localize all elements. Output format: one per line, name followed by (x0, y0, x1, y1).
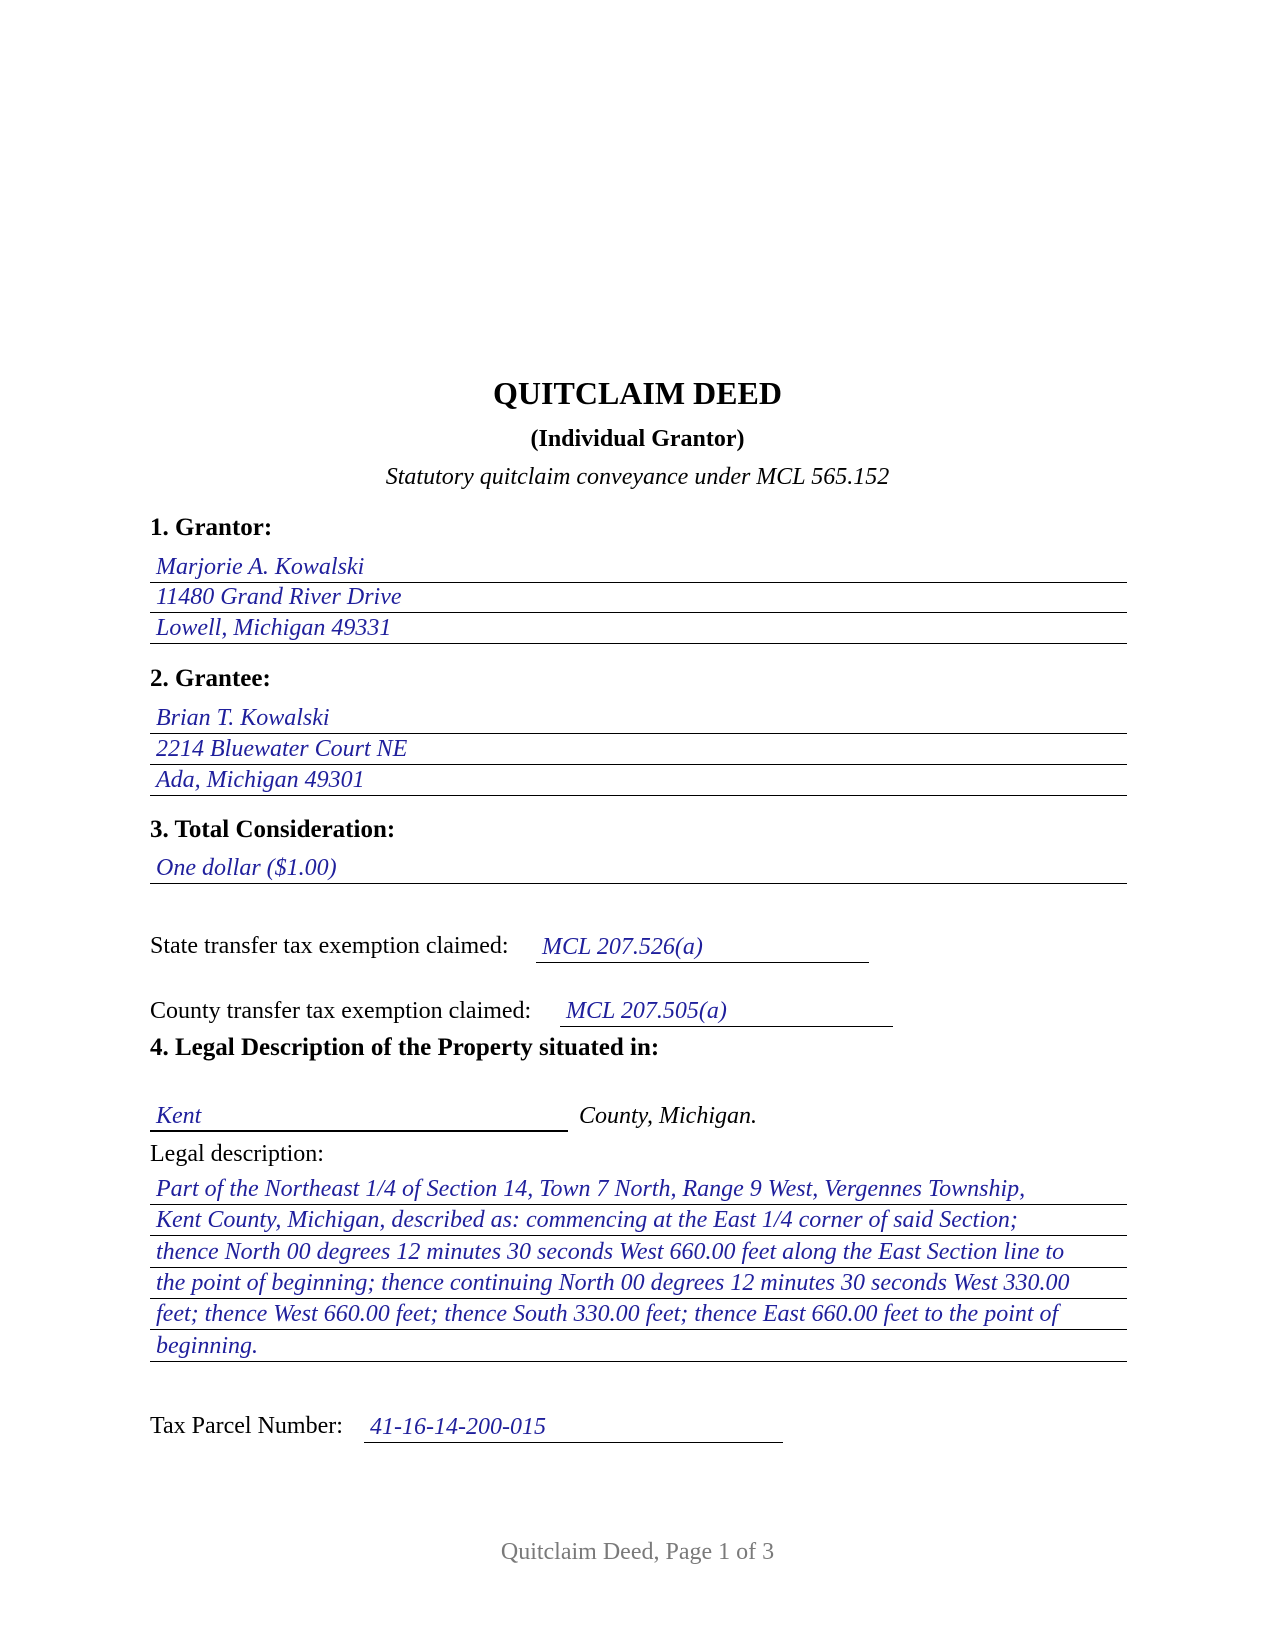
legal-line-2-text: Kent County, Michigan, described as: commencing at the East 1/4 corner of said Section; (156, 1207, 1018, 1233)
legal-line-6-text: beginning. (156, 1333, 258, 1359)
legal-line-4-text: the point of beginning; thence continuing North 00 degrees 12 minutes 30 seconds West 330.00 (156, 1270, 1070, 1296)
legal-line-3-text: thence North 00 degrees 12 minutes 30 seconds West 660.00 feet along the East Section line to (156, 1239, 1065, 1265)
grantor-city-field[interactable] (150, 614, 1127, 644)
grantee-heading: 2. Grantee: (150, 665, 271, 692)
county-exemption-label: County transfer tax exemption claimed: (150, 998, 532, 1024)
consideration-heading: 3. Total Consideration: (150, 816, 396, 843)
document-title: QUITCLAIM DEED (493, 375, 782, 411)
legal-line-1-text: Part of the Northeast 1/4 of Section 14, Town 7 North, Range 9 West, Vergennes Township, (156, 1176, 1026, 1202)
grantee-name-value: Brian T. Kowalski (156, 705, 330, 731)
grantor-city-value: Lowell, Michigan 49331 (156, 615, 392, 641)
grantor-street-value: 11480 Grand River Drive (156, 584, 402, 610)
statute-reference: Statutory quitclaim conveyance under MCL 565.152 (385, 464, 890, 490)
state-exemption-label: State transfer tax exemption claimed: (150, 933, 509, 959)
legal-line-1[interactable] (150, 1175, 1127, 1205)
county-exemption-value: MCL 207.505(a) (566, 998, 727, 1024)
grantee-street-value: 2214 Bluewater Court NE (156, 736, 408, 762)
grantee-city-value: Ada, Michigan 49301 (156, 767, 365, 793)
document-subtitle: (Individual Grantor) (530, 426, 745, 452)
legal-line-5-text: feet; thence West 660.00 feet; thence South 330.00 feet; thence East 660.00 feet to the point of (156, 1301, 1059, 1327)
grantor-street-field[interactable] (150, 583, 1127, 613)
grantor-name-field[interactable] (150, 553, 1127, 583)
legal-description-label: Legal description: (150, 1141, 324, 1167)
tax-parcel-field[interactable] (364, 1413, 783, 1443)
legal-line-4[interactable] (150, 1269, 1127, 1299)
tax-parcel-value: 41-16-14-200-015 (370, 1414, 546, 1440)
consideration-field[interactable] (150, 854, 1127, 884)
page-footer: Quitclaim Deed, Page 1 of 3 (500, 1539, 775, 1565)
grantee-name-field[interactable] (150, 704, 1127, 734)
legal-line-2[interactable] (150, 1206, 1127, 1236)
county-exemption-field[interactable] (560, 997, 893, 1027)
legal-line-5[interactable] (150, 1300, 1127, 1330)
consideration-value: One dollar ($1.00) (156, 855, 337, 881)
county-suffix: County, Michigan. (579, 1103, 757, 1129)
state-exemption-field[interactable] (536, 933, 869, 963)
legal-description-heading: 4. Legal Description of the Property situated in: (150, 1034, 660, 1061)
grantee-city-field[interactable] (150, 766, 1127, 796)
tax-parcel-label: Tax Parcel Number: (150, 1413, 343, 1439)
county-value: Kent (156, 1103, 202, 1129)
state-exemption-value: MCL 207.526(a) (542, 934, 703, 960)
grantee-street-field[interactable] (150, 735, 1127, 765)
county-field[interactable] (150, 1102, 568, 1132)
legal-line-6[interactable] (150, 1332, 1127, 1362)
grantor-name-value: Marjorie A. Kowalski (156, 554, 365, 580)
grantor-heading: 1. Grantor: (150, 514, 273, 541)
legal-line-3[interactable] (150, 1238, 1127, 1268)
